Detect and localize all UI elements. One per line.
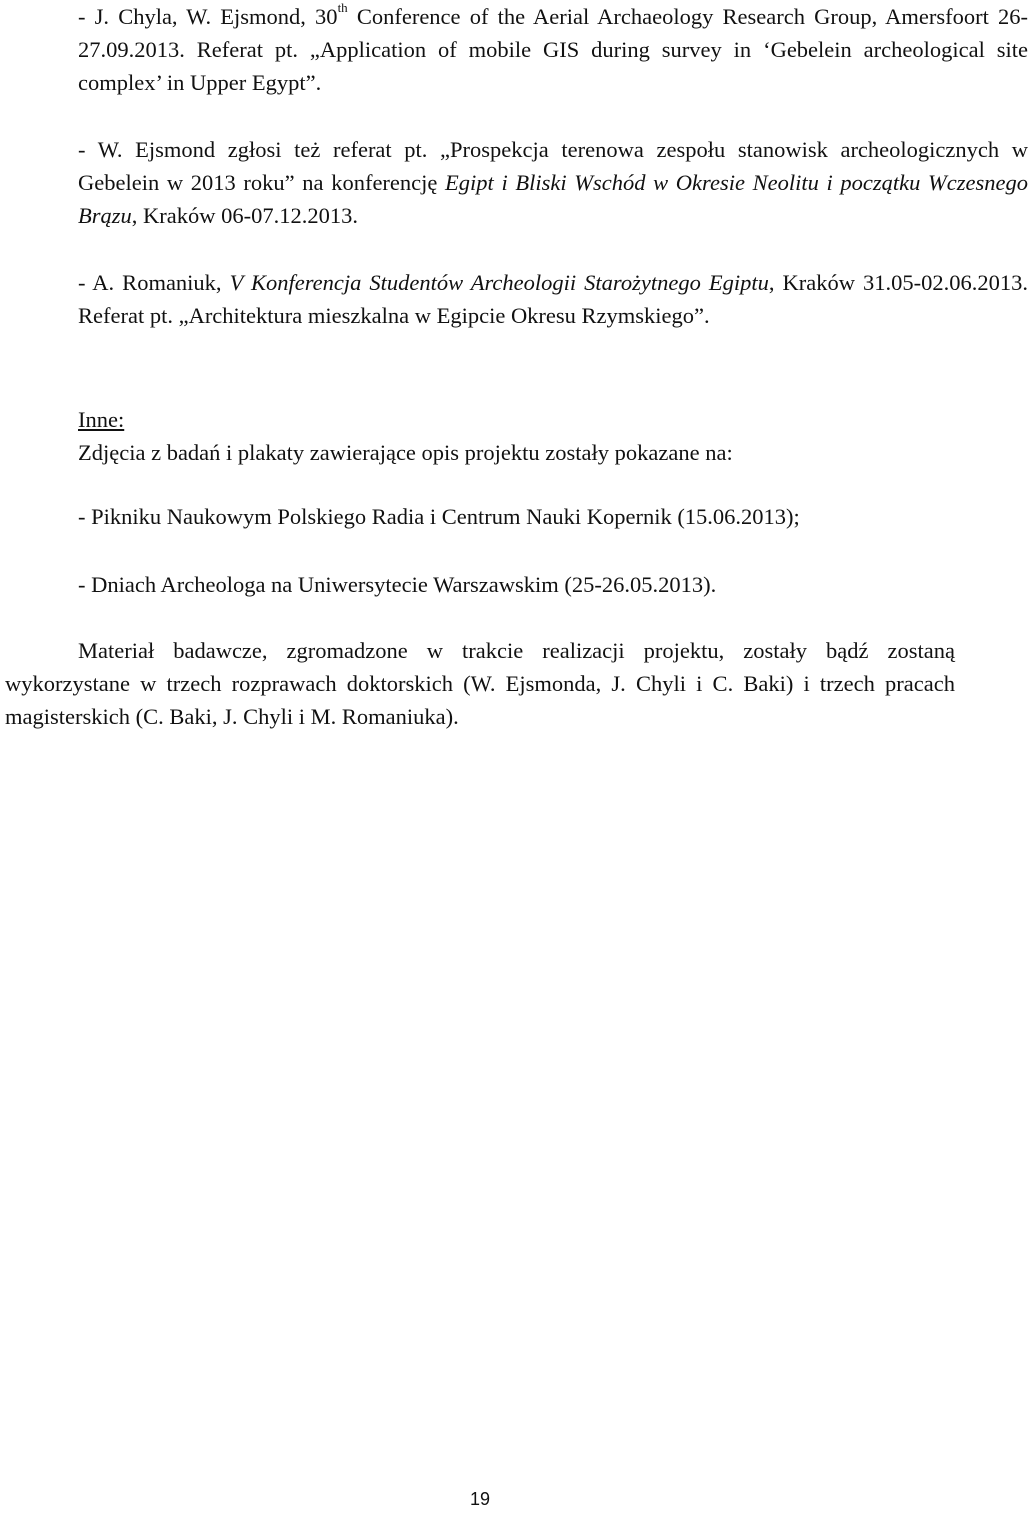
other-item-dni-archeologa [5,568,1028,601]
conference-title-italic: V Konferencja Studentów Archeologii Starożytnego Egiptu [229,270,769,295]
page-number: 19 [469,1489,491,1509]
text-segment: Materiał badawcze, zgromadzone w trakcie realizacji projektu, zostały bądź zostaną wykorzystane w trzech rozprawach doktorskich (W. Ejsmonda, J. Chyli i C. Baki) i trzech pracach magisterskich (C. Baki, J. Chyli i M. Romaniuka). [5,638,955,729]
research-material [5,634,955,733]
conference-item-romaniuk [5,266,1028,332]
text-segment: - W. Ejsmond zgłosi też referat pt. „Prospekcja terenowa zespołu stanowisk archeologicznych w Gebelein w 2013 roku” na konferencję [78,137,1028,195]
other-heading [5,403,1028,436]
conference-item-ejsmond [5,133,1028,232]
superscript-th: th [337,0,348,15]
other-item-piknik [5,500,1028,533]
conference-title-italic: Egipt i Bliski Wschód w Okresie Neolitu i początku Wczesnego Brązu [78,170,1028,228]
text-segment: , Kraków 31.05-02.06.2013. Referat pt. „Architektura mieszkalna w Egipcie Okresu Rzymskiego”. [78,270,1028,328]
text-segment: - J. Chyla, W. Ejsmond, 30 [78,4,338,29]
text-segment: Conference of the Aerial Archaeology Research Group, Amersfoort 26-27.09.2013. Referat pt. „Application of mobile GIS during survey in ‘Gebelein archeological site complex’ in Upper Egypt”. [78,4,1028,95]
text-segment: - Dniach Archeologa na Uniwersytecie Warszawskim (25-26.05.2013). [78,572,717,597]
other-intro [5,436,1028,469]
section-heading-underlined: Inne: [78,407,125,432]
text-segment: , Kraków 06-07.12.2013. [131,203,358,228]
text-segment: - A. Romaniuk, [78,270,230,295]
conference-item-chyla-ejsmond [5,0,1028,99]
text-segment: Zdjęcia z badań i plakaty zawierające opis projektu zostały pokazane na: [78,440,733,465]
text-segment: - Pikniku Naukowym Polskiego Radia i Centrum Nauki Kopernik (15.06.2013); [78,504,800,529]
